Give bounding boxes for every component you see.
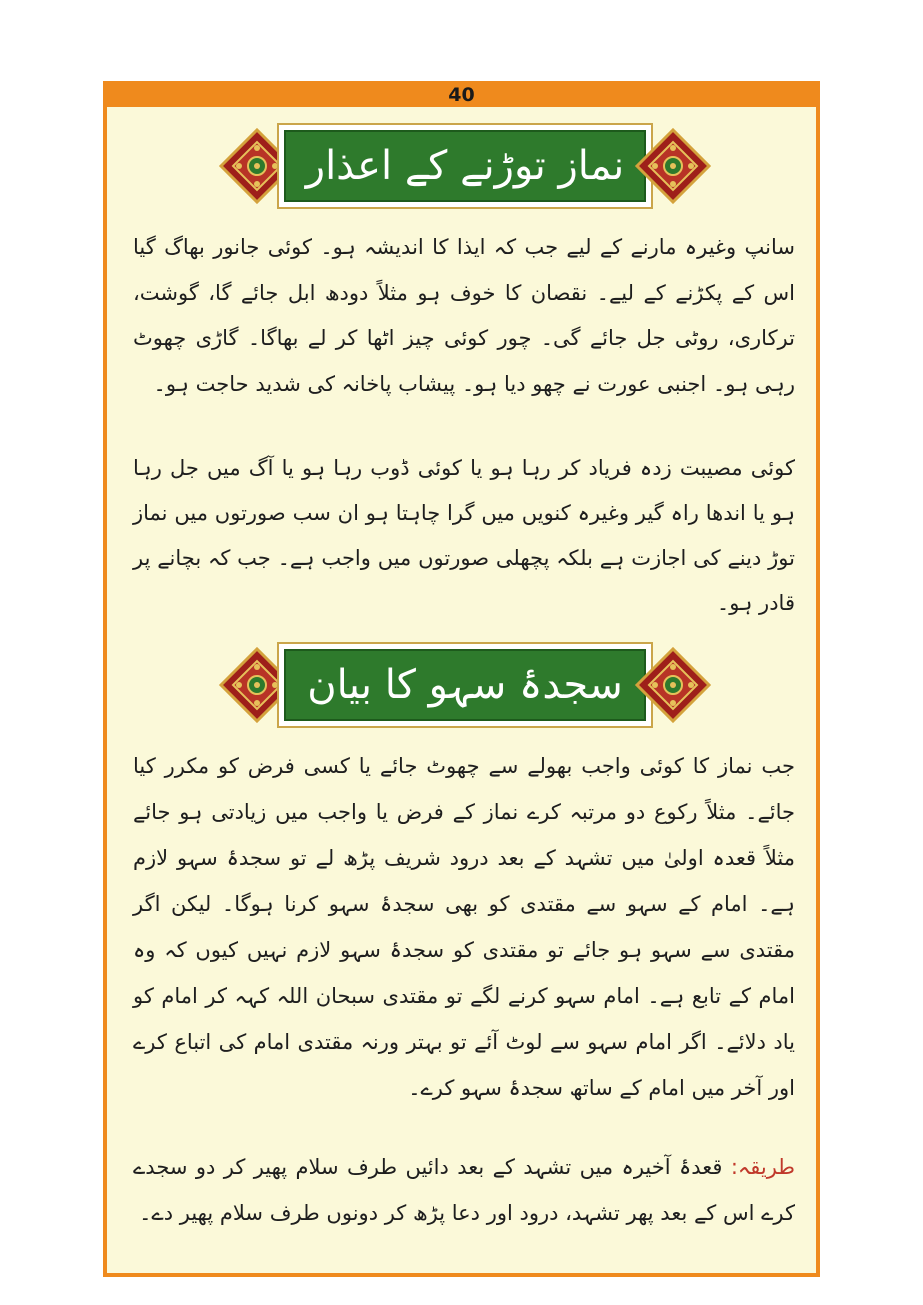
section-heading-banner — [217, 642, 713, 728]
method-label: طریقہ: — [730, 1155, 795, 1179]
heading-box — [277, 642, 653, 728]
paragraph: سانپ وغیرہ مارنے کے لیے جب کہ ایذا کا اندیشہ ہو۔ کوئی جانور بھاگ گیا اس کے پکڑنے کے لیے۔ نقصان کا خوف ہو مثلاً دودھ ابل جائے گا، گوشت، ترکاری، روٹی جل جائے گی۔ چور کوئی چیز اٹھا کر لے بھاگا۔ گاڑی چھوٹ رہی ہو۔ اجنبی عورت نے چھو دیا ہو۔ پیشاب پاخانہ کی شدید حاجت ہو۔ — [133, 235, 795, 396]
heading-inner — [284, 130, 646, 202]
paragraph: کوئی مصیبت زدہ فریاد کر رہا ہو یا کوئی ڈوب رہا ہو یا آگ میں جل رہا ہو یا اندھا راہ گیر وغیرہ کنویں میں گرا چاہتا ہو ان سب صورتوں میں نماز توڑ دینے کی اجازت ہے بلکہ پچھلی صورتوں میں واجب ہے۔ جب کہ بچانے پر قادر ہو۔ — [133, 456, 795, 615]
method-text: قعدۂ آخیرہ میں تشہد کے بعد دائیں طرف سلام پھیر کر دو سجدے کرے اس کے بعد پھر تشہد، درود اور دعا پڑھ کر دونوں طرف سلام پھیر دے۔ — [133, 1155, 795, 1225]
top-bar — [107, 85, 816, 107]
page-number: 40 — [448, 84, 475, 106]
ornament-right-icon — [633, 645, 713, 725]
paragraph: جب نماز کا کوئی واجب بھولے سے چھوٹ جائے یا کسی فرض کو مکرر کیا جائے۔ مثلاً رکوع دو مرتبہ کرے نماز کے فرض یا واجب میں زیادتی ہو جائے مثلاً قعدہ اولیٰ میں تشہد کے بعد درود شریف پڑھ لے تو سجدۂ سہو لازم ہے۔ امام کے سہو سے مقتدی کو بھی سجدۂ سہو کرنا ہوگا۔ لیکن اگر مقتدی سے سہو ہو جائے تو مقتدی کو سجدۂ سہو لازم نہیں کیوں کہ وہ امام کے تابع ہے۔ امام سہو کرنے لگے تو مقتدی سبحان اللہ کہہ کر امام کو یاد دلائے۔ اگر امام سہو سے لوٹ آئے تو بہتر ورنہ مقتدی امام کی اتباع کرے اور آخر میں امام کے ساتھ سجدۂ سہو کرے۔ — [133, 754, 795, 1100]
heading-inner — [284, 649, 646, 721]
ornament-right-icon — [633, 126, 713, 206]
section-heading-banner — [217, 123, 713, 209]
section-heading: سجدۂ سہو کا بیان — [307, 662, 623, 708]
heading-box — [277, 123, 653, 209]
page-frame — [103, 81, 820, 1277]
method-paragraph — [133, 1144, 795, 1236]
section-heading: نماز توڑنے کے اعذار — [305, 143, 625, 189]
